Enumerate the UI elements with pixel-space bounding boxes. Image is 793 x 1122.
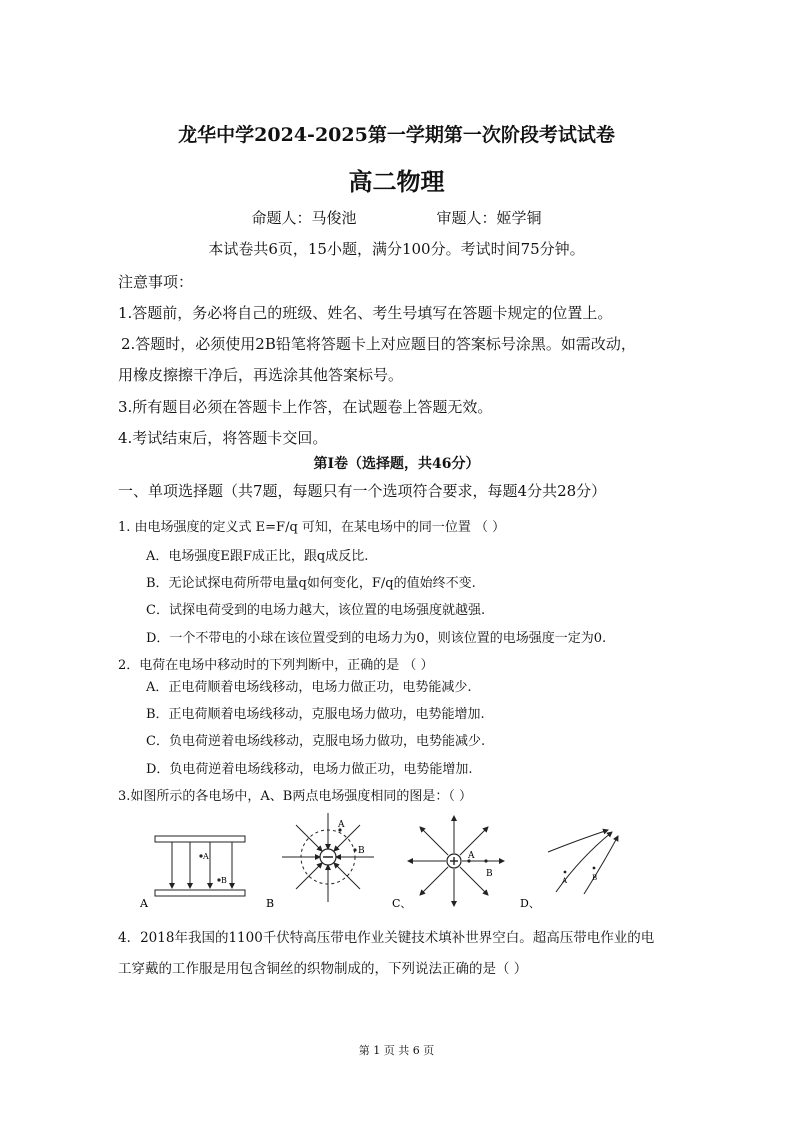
question-2-option-b: B．正电荷顺着电场线移动，克服电场力做功，电势能增加. — [146, 707, 485, 722]
author-label: 命题人：马俊池 — [251, 209, 357, 227]
note-item: 4.考试结束后，将答题卡交回。 — [118, 429, 328, 447]
diagram-a-parallel-plates — [139, 836, 245, 910]
question-1-option-d: D．一个不带电的小球在该位置受到的电场力为0，则该位置的电场强度一定为0. — [146, 631, 607, 646]
diagram-b-label: B — [266, 897, 275, 910]
diagram-d-curved-lines — [520, 830, 618, 910]
diagram-b-negative-charge — [266, 813, 374, 910]
question-4-line-1: 4．2018年我国的1100千伏特高压带电作业关键技术填补世界空白。超高压带电作业的电 — [118, 930, 655, 946]
diagram-c-point-b: B — [486, 869, 493, 879]
exam-subject: 高二物理 — [348, 167, 445, 196]
question-3-stem: 3.如图所示的各电场中，A、B两点电场强度相同的图是：（ ） — [118, 789, 472, 804]
question-2-option-d: D．负电荷逆着电场线移动，电场力做正功，电势能增加. — [146, 762, 473, 777]
part-heading: 一、单项选择题（共7题，每题只有一个选项符合要求，每题4分共28分） — [118, 482, 607, 500]
section-title: 第Ⅰ卷（选择题，共46分） — [313, 456, 480, 472]
exam-authors — [0, 207, 793, 228]
diagram-d-point-a: A — [562, 877, 568, 885]
question-2-option-c: C．负电荷逆着电场线移动，克服电场力做功，电势能减少. — [146, 734, 486, 749]
reviewer-label: 审题人：姬学铜 — [436, 209, 542, 227]
diagram-a-label: A — [140, 897, 148, 910]
exam-info: 本试卷共6页，15小题，满分100分。考试时间75分钟。 — [208, 240, 585, 258]
exam-title: 龙华中学2024-2025第一学期第一次阶段考试试卷 — [178, 124, 615, 146]
page-footer: 第 1 页 共 6 页 — [358, 1044, 435, 1057]
diagram-c-positive-charge — [392, 816, 504, 910]
note-item: 2.答题时，必须使用2B铅笔将答题卡上对应题目的答案标号涂黑。如需改动， — [121, 335, 636, 353]
question-1-option-c: C．试探电荷受到的电场力越大，该位置的电场强度就越强. — [146, 603, 486, 618]
diagram-d-label: D、 — [520, 897, 540, 910]
diagram-b-point-b: B — [358, 846, 365, 856]
diagram-a-point-b: B — [221, 876, 227, 885]
question-1-option-b: B．无论试探电荷所带电量q如何变化，F/q的值始终不变. — [146, 576, 476, 591]
diagram-c-label: C、 — [392, 897, 412, 910]
diagram-a-point-a: A — [203, 852, 209, 861]
note-item: 用橡皮擦擦干净后，再选涂其他答案标号。 — [118, 366, 404, 384]
diagram-b-point-a: A — [338, 820, 345, 830]
notes-heading: 注意事项： — [118, 273, 194, 291]
diagram-d-point-b: B — [592, 874, 598, 882]
question-1-stem: 1. 由电场强度的定义式 E=F/q 可知，在某电场中的同一位置 （ ） — [118, 520, 506, 535]
note-item: 1.答题前，务必将自己的班级、姓名、考生号填写在答题卡规定的位置上。 — [118, 304, 613, 322]
question-1-option-a: A．电场强度E跟F成正比，跟q成反比. — [146, 549, 369, 564]
note-item: 3.所有题目必须在答题卡上作答，在试题卷上答题无效。 — [118, 398, 493, 416]
diagram-c-point-a: A — [468, 851, 475, 861]
question-2-option-a: A．正电荷顺着电场线移动，电场力做正功，电势能减少. — [146, 680, 472, 695]
question-2-stem: 2．电荷在电场中移动时的下列判断中，正确的是 （ ） — [118, 658, 434, 673]
field-diagrams — [0, 810, 793, 915]
question-4-line-2: 工穿戴的工作服是用包含铜丝的织物制成的，下列说法正确的是（ ） — [118, 961, 528, 977]
